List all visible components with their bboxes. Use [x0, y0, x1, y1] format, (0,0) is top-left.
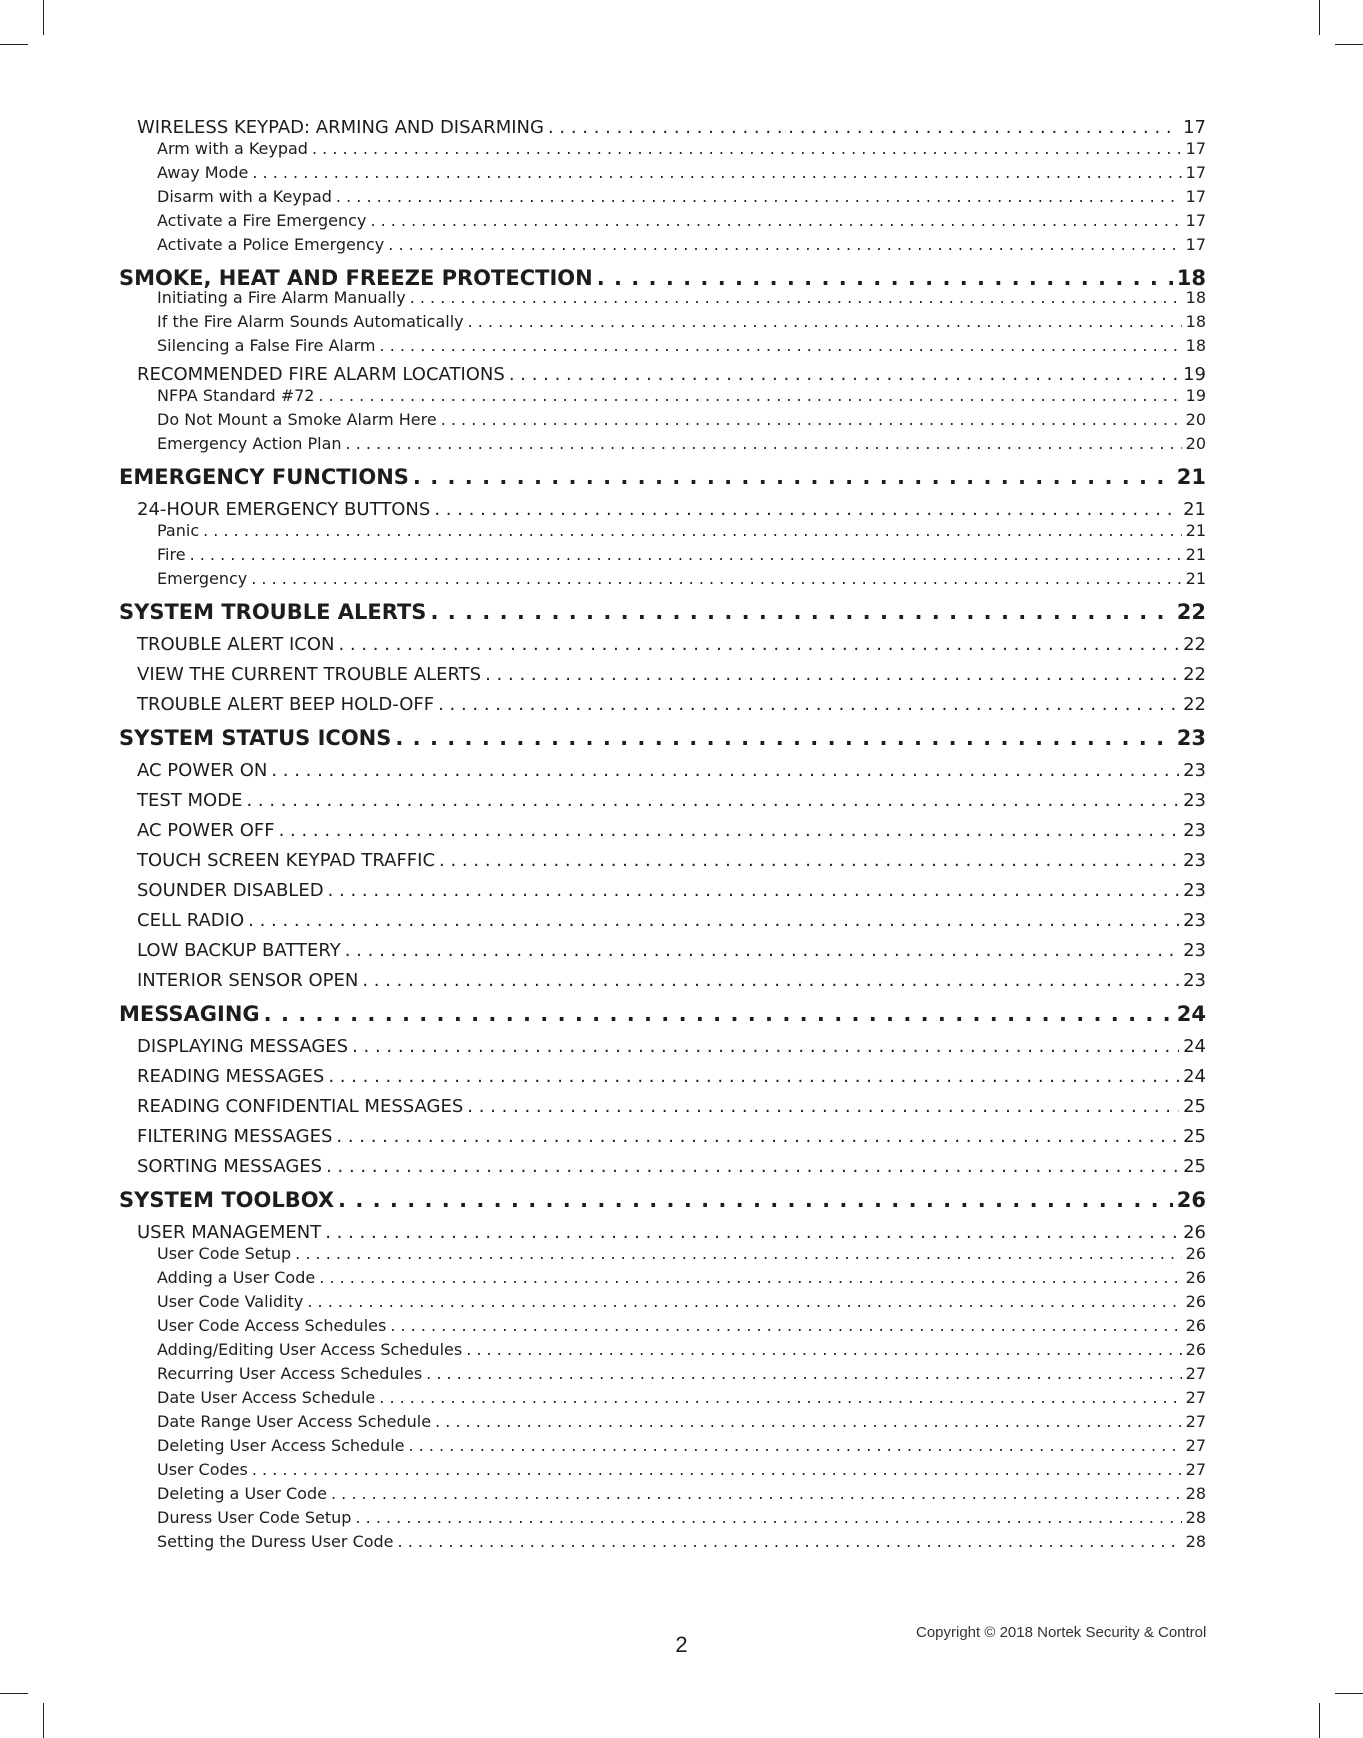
dot-leader	[485, 664, 1179, 685]
toc-entry-page: 18	[1185, 288, 1206, 307]
toc-entry-title: READING CONFIDENTIAL MESSAGES	[137, 1096, 464, 1117]
dot-leader	[398, 1532, 1182, 1551]
dot-leader	[434, 499, 1179, 520]
toc-entry-page: 27	[1185, 1412, 1206, 1431]
dot-leader	[295, 1244, 1181, 1263]
toc-entry-page: 27	[1185, 1364, 1206, 1383]
toc-entry-title: FILTERING MESSAGES	[137, 1126, 333, 1147]
toc-entry-title: INTERIOR SENSOR OPEN	[137, 970, 359, 991]
toc-entry-level-2[interactable]	[119, 364, 1206, 385]
toc-entry-level-1[interactable]	[119, 726, 1206, 750]
toc-entry-level-3[interactable]	[119, 410, 1206, 429]
dot-leader	[338, 634, 1179, 655]
dot-leader	[395, 726, 1172, 750]
toc-entry-title: Panic	[157, 521, 200, 540]
copyright-notice: Copyright © 2018 Nortek Security & Control	[916, 1624, 1207, 1641]
dot-leader	[338, 1188, 1173, 1212]
toc-entry-title: If the Fire Alarm Sounds Automatically	[157, 312, 464, 331]
toc-entry-page: 20	[1185, 434, 1206, 453]
toc-entry-level-2[interactable]	[119, 760, 1206, 781]
toc-entry-page: 24	[1183, 1036, 1206, 1057]
crop-mark-bottom-left-v	[43, 1703, 44, 1738]
dot-leader	[336, 187, 1182, 206]
toc-entry-level-3[interactable]	[119, 1412, 1206, 1431]
toc-entry-page: 26	[1185, 1292, 1206, 1311]
toc-entry-title: LOW BACKUP BATTERY	[137, 940, 341, 961]
toc-entry-title: DISPLAYING MESSAGES	[137, 1036, 349, 1057]
toc-entry-title: Activate a Police Emergency	[157, 235, 385, 254]
dot-leader	[264, 1002, 1173, 1026]
toc-entry-page: 25	[1183, 1126, 1206, 1147]
dot-leader	[426, 1364, 1181, 1383]
page-number: 2	[675, 1632, 688, 1657]
dot-leader	[279, 820, 1180, 841]
toc-entry-title: Emergency	[157, 569, 248, 588]
toc-entry-level-3[interactable]	[119, 211, 1206, 230]
crop-mark-top-right-h	[1335, 44, 1363, 45]
toc-entry-title: Adding a User Code	[157, 1268, 316, 1287]
toc-entry-page: 25	[1183, 1156, 1206, 1177]
toc-entry-level-3[interactable]	[119, 1364, 1206, 1383]
toc-entry-title: Adding/Editing User Access Schedules	[157, 1340, 463, 1359]
toc-entry-page: 21	[1185, 521, 1206, 540]
dot-leader	[379, 1388, 1181, 1407]
toc-entry-title: TROUBLE ALERT BEEP HOLD-OFF	[137, 694, 435, 715]
toc-entry-level-3[interactable]	[119, 1436, 1206, 1455]
dot-leader	[336, 1126, 1179, 1147]
toc-entry-title: VIEW THE CURRENT TROUBLE ALERTS	[137, 664, 482, 685]
toc-entry-title: Recurring User Access Schedules	[157, 1364, 423, 1383]
toc-entry-level-3[interactable]	[119, 288, 1206, 307]
dot-leader	[328, 1066, 1179, 1087]
dot-leader	[355, 1508, 1181, 1527]
toc-entry-title: AC POWER OFF	[137, 820, 275, 841]
toc-entry-page: 18	[1185, 336, 1206, 355]
toc-entry-level-3[interactable]	[119, 336, 1206, 355]
dot-leader	[312, 139, 1182, 158]
toc-entry-title: User Code Setup	[157, 1244, 292, 1263]
dot-leader	[413, 465, 1173, 489]
toc-entry-level-3[interactable]	[119, 312, 1206, 331]
toc-entry-title: Initiating a Fire Alarm Manually	[157, 288, 406, 307]
toc-entry-title: SYSTEM TROUBLE ALERTS	[119, 600, 427, 624]
toc-entry-level-2[interactable]	[119, 970, 1206, 991]
toc-entry-level-3[interactable]	[119, 1244, 1206, 1263]
toc-entry-page: 23	[1183, 970, 1206, 991]
toc-entry-level-2[interactable]	[119, 694, 1206, 715]
toc-entry-page: 23	[1176, 726, 1206, 750]
toc-entry-level-2[interactable]	[119, 664, 1206, 685]
toc-entry-title: Setting the Duress User Code	[157, 1532, 394, 1551]
toc-entry-title: SORTING MESSAGES	[137, 1156, 323, 1177]
toc-entry-level-3[interactable]	[119, 1532, 1206, 1551]
dot-leader	[252, 1460, 1182, 1479]
toc-entry-title: EMERGENCY FUNCTIONS	[119, 465, 409, 489]
toc-entry-page: 25	[1183, 1096, 1206, 1117]
dot-leader	[439, 850, 1179, 871]
dot-leader	[252, 163, 1181, 182]
toc-entry-title: User Code Access Schedules	[157, 1316, 387, 1335]
toc-entry-page: 17	[1183, 117, 1206, 138]
toc-entry-page: 18	[1176, 266, 1206, 290]
toc-entry-page: 26	[1183, 1222, 1206, 1243]
dot-leader	[410, 288, 1182, 307]
dot-leader	[203, 521, 1182, 540]
toc-entry-page: 24	[1183, 1066, 1206, 1087]
toc-entry-title: CELL RADIO	[137, 910, 245, 931]
toc-entry-page: 21	[1183, 499, 1206, 520]
dot-leader	[390, 1316, 1181, 1335]
toc-entry-page: 23	[1183, 850, 1206, 871]
toc-entry-level-2[interactable]	[119, 1036, 1206, 1057]
toc-entry-page: 23	[1183, 880, 1206, 901]
dot-leader	[409, 1436, 1182, 1455]
toc-entry-title: Do Not Mount a Smoke Alarm Here	[157, 410, 437, 429]
toc-entry-title: READING MESSAGES	[137, 1066, 325, 1087]
toc-entry-page: 24	[1176, 1002, 1206, 1026]
dot-leader	[388, 235, 1181, 254]
toc-entry-page: 22	[1183, 664, 1206, 685]
toc-entry-level-2[interactable]	[119, 940, 1206, 961]
toc-entry-level-2[interactable]	[119, 634, 1206, 655]
dot-leader	[328, 880, 1180, 901]
toc-entry-level-3[interactable]	[119, 545, 1206, 564]
toc-entry-page: 26	[1185, 1268, 1206, 1287]
crop-mark-bottom-right-h	[1335, 1693, 1363, 1694]
dot-leader	[597, 266, 1173, 290]
toc-entry-level-2[interactable]	[119, 910, 1206, 931]
toc-entry-title: Disarm with a Keypad	[157, 187, 332, 206]
toc-entry-title: SMOKE, HEAT AND FREEZE PROTECTION	[119, 266, 593, 290]
dot-leader	[352, 1036, 1179, 1057]
toc-entry-title: WIRELESS KEYPAD: ARMING AND DISARMING	[137, 117, 544, 138]
dot-leader	[370, 211, 1181, 230]
toc-entry-title: USER MANAGEMENT	[137, 1222, 322, 1243]
dot-leader	[548, 117, 1179, 138]
dot-leader	[271, 760, 1179, 781]
toc-entry-page: 21	[1185, 545, 1206, 564]
dot-leader	[190, 545, 1182, 564]
toc-entry-title: Date User Access Schedule	[157, 1388, 376, 1407]
toc-entry-page: 27	[1185, 1460, 1206, 1479]
toc-entry-page: 23	[1183, 910, 1206, 931]
crop-mark-top-right-v	[1319, 0, 1320, 35]
toc-entry-page: 17	[1185, 139, 1206, 158]
toc-entry-page: 22	[1183, 634, 1206, 655]
dot-leader	[467, 1096, 1179, 1117]
toc-entry-level-3[interactable]	[119, 1292, 1206, 1311]
toc-entry-level-3[interactable]	[119, 235, 1206, 254]
dot-leader	[325, 1222, 1179, 1243]
toc-entry-title: 24-HOUR EMERGENCY BUTTONS	[137, 499, 431, 520]
toc-entry-level-2[interactable]	[119, 1096, 1206, 1117]
dot-leader	[441, 410, 1182, 429]
toc-entry-page: 17	[1185, 211, 1206, 230]
toc-entry-title: Date Range User Access Schedule	[157, 1412, 432, 1431]
toc-entry-level-3[interactable]	[119, 1484, 1206, 1503]
toc-entry-page: 27	[1185, 1436, 1206, 1455]
crop-mark-bottom-right-v	[1319, 1703, 1320, 1738]
toc-entry-level-2[interactable]	[119, 1126, 1206, 1147]
toc-entry-title: TEST MODE	[137, 790, 243, 811]
dot-leader	[362, 970, 1179, 991]
dot-leader	[246, 790, 1179, 811]
toc-entry-level-3[interactable]	[119, 1316, 1206, 1335]
toc-entry-page: 26	[1185, 1316, 1206, 1335]
toc-entry-page: 20	[1185, 410, 1206, 429]
toc-entry-title: AC POWER ON	[137, 760, 268, 781]
dot-leader	[318, 386, 1181, 405]
toc-entry-page: 17	[1185, 163, 1206, 182]
toc-entry-title: Emergency Action Plan	[157, 434, 342, 453]
toc-entry-level-1[interactable]	[119, 1188, 1206, 1212]
dot-leader	[380, 336, 1182, 355]
toc-entry-level-2[interactable]	[119, 117, 1206, 138]
toc-entry-page: 19	[1185, 386, 1206, 405]
dot-leader	[509, 364, 1179, 385]
toc-entry-page: 19	[1183, 364, 1206, 385]
toc-entry-level-3[interactable]	[119, 434, 1206, 453]
toc-entry-level-3[interactable]	[119, 569, 1206, 588]
toc-entry-page: 26	[1185, 1244, 1206, 1263]
toc-entry-title: TOUCH SCREEN KEYPAD TRAFFIC	[137, 850, 436, 871]
dot-leader	[307, 1292, 1181, 1311]
toc-entry-page: 23	[1183, 940, 1206, 961]
dot-leader	[319, 1268, 1181, 1287]
toc-entry-title: Activate a Fire Emergency	[157, 211, 367, 230]
toc-entry-title: Duress User Code Setup	[157, 1508, 352, 1527]
dot-leader	[251, 569, 1181, 588]
toc-entry-title: MESSAGING	[119, 1002, 260, 1026]
toc-entry-level-2[interactable]	[119, 499, 1206, 520]
toc-entry-title: SYSTEM TOOLBOX	[119, 1188, 335, 1212]
toc-entry-page: 22	[1176, 600, 1206, 624]
toc-entry-level-1[interactable]	[119, 1002, 1206, 1026]
toc-entry-level-2[interactable]	[119, 820, 1206, 841]
toc-entry-level-3[interactable]	[119, 1340, 1206, 1359]
dot-leader	[430, 600, 1172, 624]
toc-entry-level-2[interactable]	[119, 1066, 1206, 1087]
toc-entry-level-1[interactable]	[119, 600, 1206, 624]
dot-leader	[468, 312, 1182, 331]
dot-leader	[466, 1340, 1181, 1359]
toc-entry-level-3[interactable]	[119, 163, 1206, 182]
toc-entry-page: 23	[1183, 790, 1206, 811]
toc-entry-title: Fire	[157, 545, 186, 564]
toc-entry-page: 22	[1183, 694, 1206, 715]
toc-entry-page: 27	[1185, 1388, 1206, 1407]
dot-leader	[438, 694, 1179, 715]
toc-entry-level-2[interactable]	[119, 1156, 1206, 1177]
toc-entry-level-3[interactable]	[119, 1388, 1206, 1407]
toc-entry-title: Arm with a Keypad	[157, 139, 308, 158]
toc-entry-title: Deleting User Access Schedule	[157, 1436, 405, 1455]
toc-entry-page: 23	[1183, 760, 1206, 781]
dot-leader	[435, 1412, 1182, 1431]
toc-entry-page: 17	[1185, 187, 1206, 206]
toc-entry-title: RECOMMENDED FIRE ALARM LOCATIONS	[137, 364, 505, 385]
toc-entry-level-2[interactable]	[119, 880, 1206, 901]
dot-leader	[248, 910, 1179, 931]
dot-leader	[346, 434, 1182, 453]
toc-entry-page: 21	[1176, 465, 1206, 489]
toc-entry-title: SYSTEM STATUS ICONS	[119, 726, 392, 750]
toc-entry-level-3[interactable]	[119, 386, 1206, 405]
toc-entry-page: 18	[1185, 312, 1206, 331]
toc-entry-level-3[interactable]	[119, 187, 1206, 206]
toc-entry-page: 28	[1185, 1484, 1206, 1503]
toc-entry-title: Silencing a False Fire Alarm	[157, 336, 376, 355]
toc-entry-title: SOUNDER DISABLED	[137, 880, 324, 901]
toc-entry-title: User Codes	[157, 1460, 248, 1479]
toc-entry-title: Away Mode	[157, 163, 249, 182]
toc-entry-level-2[interactable]	[119, 850, 1206, 871]
toc-entry-level-2[interactable]	[119, 1222, 1206, 1243]
toc-entry-level-3[interactable]	[119, 1508, 1206, 1527]
crop-mark-top-left-h	[0, 44, 28, 45]
toc-entry-title: NFPA Standard #72	[157, 386, 315, 405]
toc-entry-level-3[interactable]	[119, 1460, 1206, 1479]
toc-entry-title: Deleting a User Code	[157, 1484, 327, 1503]
toc-entry-page: 23	[1183, 820, 1206, 841]
toc-entry-level-1[interactable]	[119, 465, 1206, 489]
toc-entry-level-3[interactable]	[119, 139, 1206, 158]
toc-entry-page: 28	[1185, 1508, 1206, 1527]
toc-entry-title: User Code Validity	[157, 1292, 304, 1311]
crop-mark-top-left-v	[43, 0, 44, 35]
toc-entry-level-2[interactable]	[119, 790, 1206, 811]
dot-leader	[345, 940, 1179, 961]
dot-leader	[326, 1156, 1179, 1177]
toc-entry-level-1[interactable]	[119, 266, 1206, 290]
crop-mark-bottom-left-h	[0, 1693, 28, 1694]
toc-entry-page: 21	[1185, 569, 1206, 588]
toc-entry-level-3[interactable]	[119, 1268, 1206, 1287]
toc-entry-page: 17	[1185, 235, 1206, 254]
dot-leader	[331, 1484, 1182, 1503]
toc-entry-level-3[interactable]	[119, 521, 1206, 540]
toc-entry-page: 26	[1176, 1188, 1206, 1212]
toc-entry-page: 28	[1185, 1532, 1206, 1551]
toc-entry-page: 26	[1185, 1340, 1206, 1359]
toc-entry-title: TROUBLE ALERT ICON	[137, 634, 335, 655]
